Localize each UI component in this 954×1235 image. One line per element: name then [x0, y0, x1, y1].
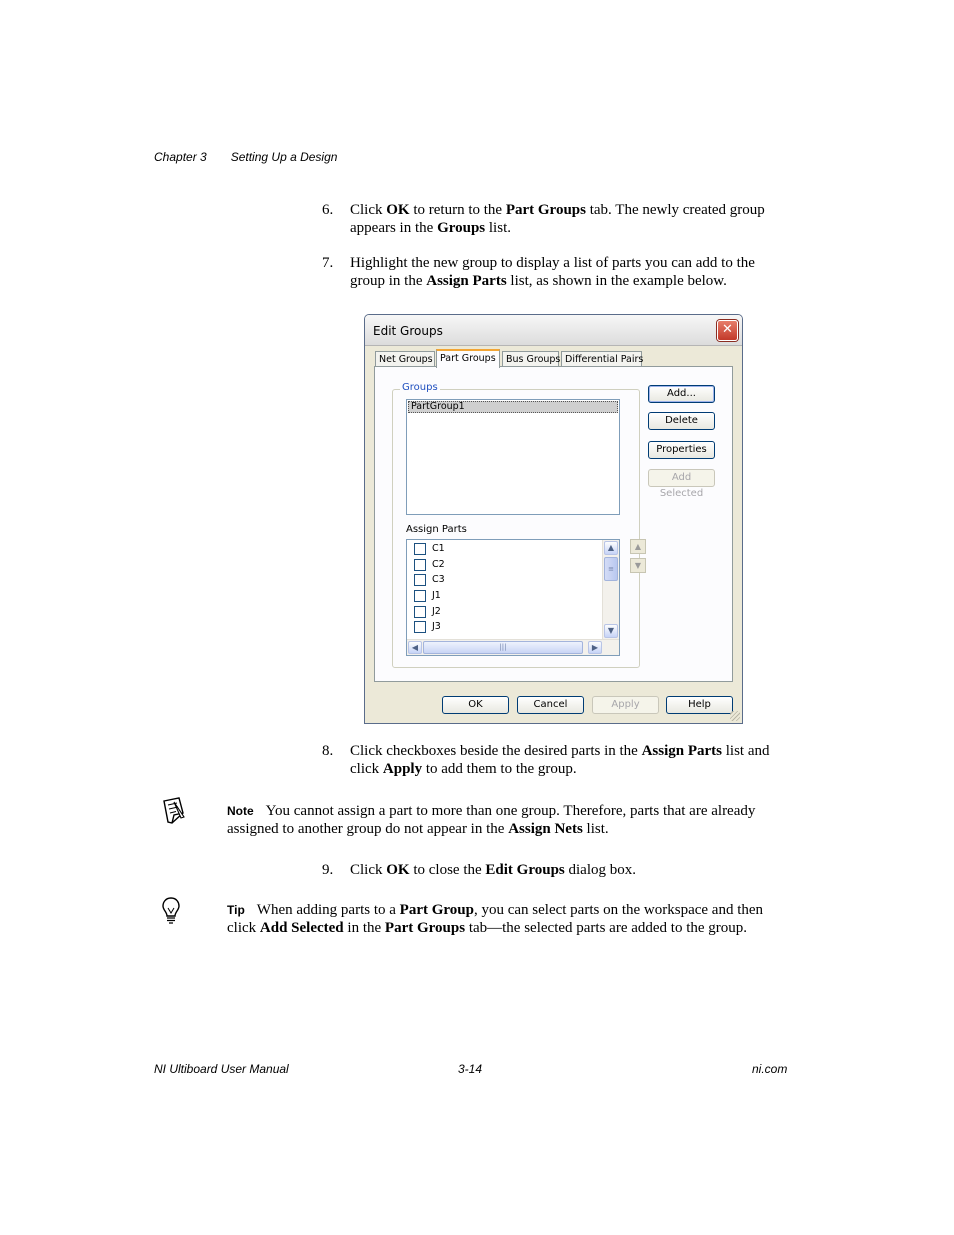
bold-part-group: Part Group [399, 902, 474, 918]
vertical-scrollbar[interactable] [602, 540, 619, 640]
lightbulb-icon [160, 896, 182, 926]
text: list. [582, 821, 609, 837]
groups-groupbox [392, 382, 640, 668]
text: to close the [409, 862, 486, 878]
text: Click [350, 202, 387, 218]
note-label: Note [227, 804, 254, 818]
scroll-up-icon[interactable]: ▲ [604, 541, 618, 555]
step-number: 9. [322, 862, 334, 878]
move-up-icon[interactable]: ▲ [630, 539, 646, 554]
scroll-thumb-horizontal[interactable]: ||| [423, 641, 583, 654]
tab-differential-pairs[interactable]: Differential Pairs [561, 351, 642, 367]
part-label: J1 [432, 590, 441, 601]
ok-button[interactable]: OK [442, 696, 509, 714]
step-number: 6. [322, 202, 334, 218]
footer-manual-title: NI Ultiboard User Manual [154, 1062, 289, 1076]
checkbox[interactable] [414, 590, 426, 602]
assign-parts-label: Assign Parts [406, 524, 467, 535]
tab-part-groups[interactable]: Part Groups [436, 349, 500, 368]
move-down-icon[interactable]: ▼ [630, 558, 646, 573]
step-8 [322, 742, 792, 778]
text: to return to the [409, 202, 506, 218]
list-item[interactable] [414, 605, 441, 619]
bold-apply: Apply [382, 761, 423, 777]
dialog-title: Edit Groups [373, 324, 443, 338]
checkbox[interactable] [414, 559, 426, 571]
checkbox[interactable] [414, 543, 426, 555]
text: Highlight the new group to display a list of parts you can add to the group in the [350, 255, 755, 289]
step-number: 8. [322, 743, 334, 759]
tip [227, 901, 792, 937]
checkbox[interactable] [414, 621, 426, 633]
list-item[interactable] [414, 589, 441, 603]
list-item[interactable] [414, 542, 445, 556]
list-item[interactable]: PartGroup1 [408, 401, 618, 413]
bold-add-selected: Add Selected [259, 920, 344, 936]
text: , you can select parts on the workspace and then click [227, 902, 764, 936]
scroll-down-icon[interactable]: ▼ [604, 624, 618, 638]
bold-part-groups: Part Groups [384, 920, 466, 936]
scroll-left-icon[interactable]: ◀ [408, 641, 422, 654]
step-number: 7. [322, 255, 334, 271]
properties-button[interactable]: Properties [648, 441, 715, 459]
text: Click checkboxes beside the desired parts in the [350, 743, 642, 759]
text: tab—the selected parts are added to the group. [465, 920, 748, 936]
close-icon[interactable]: ✕ [717, 320, 738, 341]
part-groups-panel [374, 366, 733, 682]
chapter-title: Setting Up a Design [230, 150, 338, 164]
dialog-titlebar[interactable] [365, 315, 742, 346]
chapter-label: Chapter 3 [154, 150, 207, 164]
tab-net-groups[interactable]: Net Groups [375, 351, 435, 367]
bold-assign-parts: Assign Parts [641, 743, 722, 759]
step-6 [322, 201, 792, 237]
resize-grip-icon[interactable] [730, 711, 740, 721]
text: list. [485, 220, 511, 236]
list-item[interactable] [414, 620, 441, 634]
add-button[interactable]: Add... [648, 385, 715, 403]
part-label: C3 [432, 574, 445, 585]
text: list, as shown in the example below. [506, 273, 727, 289]
checkbox[interactable] [414, 606, 426, 618]
delete-button[interactable]: Delete [648, 412, 715, 430]
list-item[interactable] [414, 573, 445, 587]
bold-groups: Groups [437, 220, 486, 236]
groups-listbox[interactable] [406, 399, 620, 515]
assign-parts-checklist [406, 539, 620, 656]
add-selected-button[interactable]: Add Selected [648, 469, 715, 487]
text: Click [350, 862, 387, 878]
step-7 [322, 254, 792, 290]
text: to add them to the group. [422, 761, 577, 777]
bold-assign-parts: Assign Parts [426, 273, 507, 289]
part-label: J3 [432, 621, 441, 632]
footer-page-number: 3-14 [458, 1062, 483, 1076]
part-label: C2 [432, 559, 445, 570]
scroll-thumb[interactable]: ≡ [604, 557, 618, 581]
horizontal-scrollbar[interactable] [407, 639, 620, 655]
bold-ok: OK [386, 202, 410, 218]
text: dialog box. [564, 862, 637, 878]
text: in the [343, 920, 385, 936]
bold-part-groups: Part Groups [505, 202, 586, 218]
help-button[interactable]: Help [666, 696, 733, 714]
bold-ok: OK [386, 862, 410, 878]
note-pad-icon [160, 796, 190, 826]
list-item[interactable] [414, 558, 445, 572]
note [227, 802, 792, 838]
step-9 [322, 861, 792, 879]
tab-bus-groups[interactable]: Bus Groups [502, 351, 559, 367]
text: You cannot assign a part to more than one group. Therefore, parts that are already assigned to another group do not appear in the [227, 803, 756, 837]
text: When adding parts to a [256, 902, 400, 918]
groups-label: Groups [402, 382, 438, 393]
tip-label: Tip [227, 903, 245, 917]
bold-edit-groups: Edit Groups [485, 862, 565, 878]
part-label: J2 [432, 606, 441, 617]
footer-website: ni.com [752, 1062, 788, 1076]
running-head [154, 150, 337, 164]
bold-assign-nets: Assign Nets [508, 821, 583, 837]
cancel-button[interactable]: Cancel [517, 696, 584, 714]
edit-groups-dialog [364, 314, 743, 724]
checkbox[interactable] [414, 574, 426, 586]
part-label: C1 [432, 543, 445, 554]
scroll-right-icon[interactable]: ▶ [588, 641, 602, 654]
text: list and click [350, 743, 770, 777]
apply-button[interactable]: Apply [592, 696, 659, 714]
text: tab. The newly created group appears in the [350, 202, 765, 236]
